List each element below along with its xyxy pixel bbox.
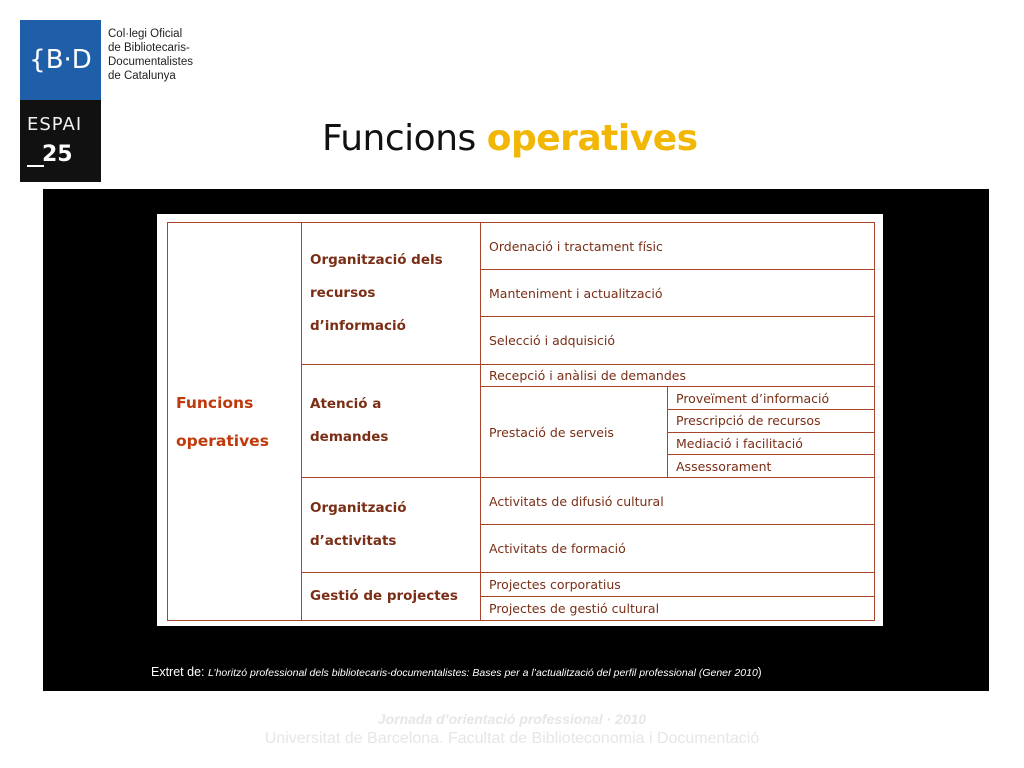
caption-label: Extret de: <box>151 665 208 679</box>
footer-event: Jornada d’orientació professional · 2010 <box>377 711 647 727</box>
table-cell: Assessorament <box>668 455 875 478</box>
table-cell: Mediació i facilitació <box>668 432 875 455</box>
table-cell: Projectes corporatius <box>481 572 875 596</box>
footer-institution: Universitat de Barcelona. Facultat de Biblioteconomia i Documentació <box>264 730 760 747</box>
espai-logo <box>20 100 101 182</box>
caption-close: ) <box>757 667 762 679</box>
group-demandes: Atenció a demandes <box>302 364 481 477</box>
org-line: Col·legi Oficial <box>108 28 183 40</box>
table-cell: Prescripció de recursos <box>668 409 875 432</box>
table-cell: Manteniment i actualització <box>481 270 875 317</box>
table-cell: Activitats de formació <box>481 525 875 572</box>
espai-number: 25 <box>42 142 73 167</box>
source-caption <box>151 665 762 679</box>
group-activitats: Organització d’activitats <box>302 477 481 572</box>
table-cell: Proveïment d’informació <box>668 387 875 410</box>
bd-logo <box>20 20 101 100</box>
slide-title <box>322 118 698 159</box>
functions-table <box>167 222 875 621</box>
caption-reference: L’horitzó professional dels bibliotecaris-documentalistes: Bases per a l’actualització del perfil professional (Gener 2010 <box>207 667 758 679</box>
table-image <box>157 214 883 626</box>
table-cell: Projectes de gestió cultural <box>481 596 875 620</box>
group-recursos: Organització dels recursos d’informació <box>302 223 481 365</box>
serveis-cell: Prestació de serveis <box>481 387 668 478</box>
table-row <box>168 223 875 270</box>
group-projectes: Gestió de projectes <box>302 572 481 620</box>
title-accent: operatives <box>486 118 698 159</box>
bd-logo-text: {B·D <box>29 45 92 75</box>
organization-name <box>108 27 278 83</box>
level1-cell: Funcions operatives <box>168 223 302 621</box>
org-line: Documentalistes <box>108 56 194 68</box>
title-plain: Funcions <box>322 118 487 159</box>
table-cell: Selecció i adquisició <box>481 317 875 364</box>
table-cell: Recepció i anàlisi de demandes <box>481 364 875 387</box>
table-cell: Activitats de difusió cultural <box>481 477 875 524</box>
org-line: de Catalunya <box>108 70 176 82</box>
table-cell: Ordenació i tractament físic <box>481 223 875 270</box>
org-line: de Bibliotecaris- <box>108 42 190 54</box>
espai-word: ESPAI <box>27 114 83 135</box>
